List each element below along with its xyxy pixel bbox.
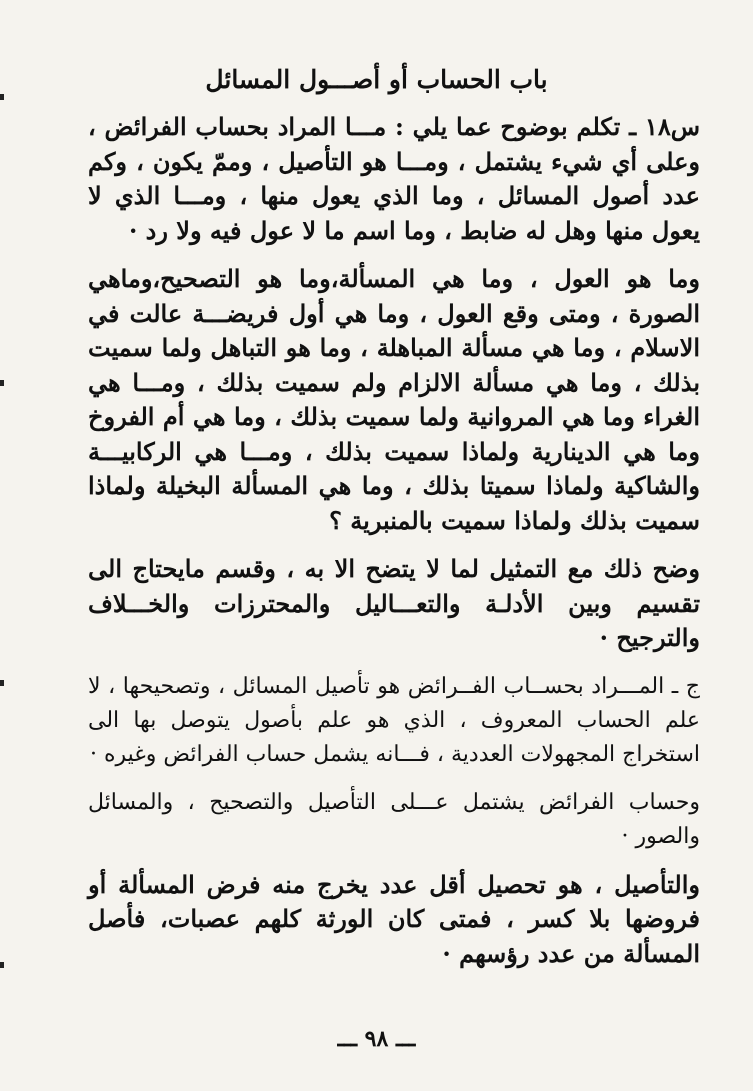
page-number: ـــ ٩٨ ـــ — [337, 1026, 416, 1052]
answer-paragraph-2: وحساب الفرائض يشتمل عـــلى التأصيل والتصحيح ، والمسائل والصور · — [88, 789, 700, 849]
chapter-title: باب الحساب أو أصـــول المسائل — [205, 65, 548, 94]
scan-mark — [0, 962, 4, 968]
answer-paragraph-1: ج ـ المـــراد بحســاب الفــرائض هو تأصيل المسائل ، وتصحيحها ، لا علم الحساب المعروف ، الذي هو علم بأصول يتوصل بها الى استخراج المجهولات العددية ، فـــانه يشمل حساب الفرائض وغيره · — [88, 673, 700, 767]
question-paragraph-2: وما هو العول ، وما هي المسألة،وما هو التصحيح،وماهي الصورة ، ومتى وقع العول ، وما هي أول فريضـــة عالت في الاسلام ، وما هي مسألة المباهلة ، وما هو التباهل ولما سميت بذلك ، وما هي مسألة الالزام ولم سميت بذلك ، ومـــا هي الغراء وما هي المروانية ولما سميت بذلك ، وما هي أم الفروخ وما هي الدينارية ولماذا سميت بذلك ، ومـــا هي الركابيـــة والشاكية ولماذا سميتا بذلك ، وما هي المسألة البخيلة ولماذا سميت بذلك ولماذا سميت بالمنبرية ؟ — [88, 264, 701, 535]
scan-mark — [0, 94, 4, 100]
scan-mark — [0, 680, 4, 686]
body-text — [88, 110, 700, 985]
answer-paragraph-3: والتأصيل ، هو تحصيل أقل عدد يخرج منه فرض المسألة أو فروضها بلا كسر ، فمتى كان الورثة كلهم عصبات، فأصل المسألة من عدد رؤسهم · — [88, 869, 700, 968]
question-paragraph-3: وضح ذلك مع التمثيل لما لا يتضح الا به ، وقسم مايحتاج الى تقسيم وبين الأدلـة والتعـــاليل والمحترزات والخـــلاف والترجيح · — [88, 554, 700, 652]
scan-mark — [0, 380, 4, 386]
question-paragraph-1: س١٨ ـ تكلم بوضوح عما يلي : مـــا المراد بحساب الفرائض ، وعلى أي شيء يشتمل ، ومـــا هو التأصيل ، وممّ يكون ، وكم عدد أصول المسائل ، وما الذي يعول منها ، ومـــا الذي لا يعول منها وهل له ضابط ، وما اسم ما لا عول فيه ولا رد · — [88, 112, 700, 245]
